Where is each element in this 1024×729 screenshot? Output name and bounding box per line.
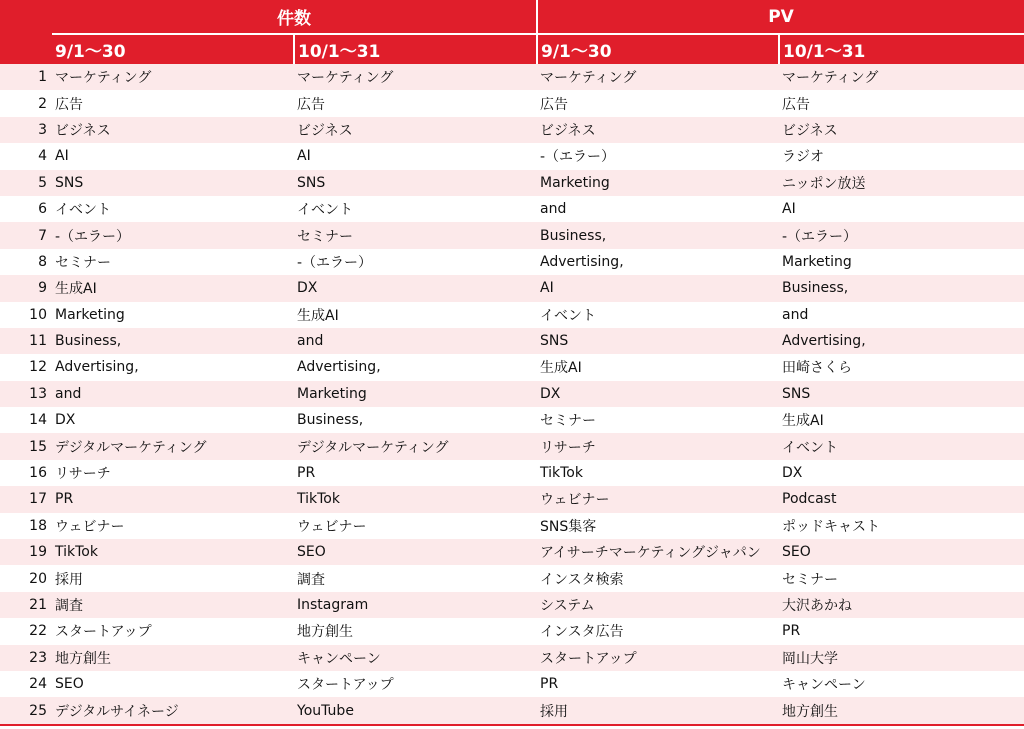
period-header-pv-oct: 10/1〜31 bbox=[779, 34, 1024, 64]
count-oct-cell: 生成AI bbox=[294, 302, 537, 328]
table-row bbox=[0, 222, 1024, 248]
count-sep-cell: セミナー bbox=[52, 249, 294, 275]
rank-cell: 12 bbox=[0, 354, 52, 380]
rank-cell: 19 bbox=[0, 539, 52, 565]
pv-sep-cell: Business, bbox=[537, 222, 779, 248]
count-sep-cell: 地方創生 bbox=[52, 645, 294, 671]
table-row bbox=[0, 433, 1024, 459]
table-row bbox=[0, 90, 1024, 116]
rank-cell: 3 bbox=[0, 117, 52, 143]
count-oct-cell: DX bbox=[294, 275, 537, 301]
table-row bbox=[0, 328, 1024, 354]
pv-sep-cell: -（エラー） bbox=[537, 143, 779, 169]
table-row bbox=[0, 64, 1024, 90]
pv-oct-cell: キャンペーン bbox=[779, 671, 1024, 697]
rank-cell: 2 bbox=[0, 90, 52, 116]
table-row bbox=[0, 302, 1024, 328]
rank-cell: 17 bbox=[0, 486, 52, 512]
pv-sep-cell: 採用 bbox=[537, 697, 779, 724]
count-oct-cell: and bbox=[294, 328, 537, 354]
count-oct-cell: Advertising, bbox=[294, 354, 537, 380]
pv-sep-cell: マーケティング bbox=[537, 64, 779, 90]
count-sep-cell: デジタルマーケティング bbox=[52, 433, 294, 459]
table-row bbox=[0, 486, 1024, 512]
count-oct-cell: AI bbox=[294, 143, 537, 169]
rank-cell: 1 bbox=[0, 64, 52, 90]
table-row bbox=[0, 697, 1024, 724]
rank-cell: 21 bbox=[0, 592, 52, 618]
count-oct-cell: キャンペーン bbox=[294, 645, 537, 671]
pv-sep-cell: アイサーチマーケティングジャパン bbox=[537, 539, 779, 565]
pv-sep-cell: リサーチ bbox=[537, 433, 779, 459]
count-oct-cell: 地方創生 bbox=[294, 618, 537, 644]
count-oct-cell: イベント bbox=[294, 196, 537, 222]
rank-cell: 7 bbox=[0, 222, 52, 248]
pv-oct-cell: セミナー bbox=[779, 565, 1024, 591]
pv-oct-cell: SEO bbox=[779, 539, 1024, 565]
pv-oct-cell: Marketing bbox=[779, 249, 1024, 275]
rank-cell: 11 bbox=[0, 328, 52, 354]
count-oct-cell: Business, bbox=[294, 407, 537, 433]
period-header-row bbox=[0, 34, 1024, 64]
period-header-pv-sep: 9/1〜30 bbox=[537, 34, 779, 64]
count-oct-cell: デジタルマーケティング bbox=[294, 433, 537, 459]
count-sep-cell: Advertising, bbox=[52, 354, 294, 380]
pv-sep-cell: セミナー bbox=[537, 407, 779, 433]
rank-cell: 14 bbox=[0, 407, 52, 433]
pv-sep-cell: インスタ検索 bbox=[537, 565, 779, 591]
pv-sep-cell: ウェビナー bbox=[537, 486, 779, 512]
table-row bbox=[0, 249, 1024, 275]
count-sep-cell: 生成AI bbox=[52, 275, 294, 301]
pv-oct-cell: イベント bbox=[779, 433, 1024, 459]
pv-oct-cell: 大沢あかね bbox=[779, 592, 1024, 618]
count-sep-cell: 広告 bbox=[52, 90, 294, 116]
pv-oct-cell: and bbox=[779, 302, 1024, 328]
table-row bbox=[0, 513, 1024, 539]
rank-cell: 23 bbox=[0, 645, 52, 671]
pv-sep-cell: スタートアップ bbox=[537, 645, 779, 671]
table-row bbox=[0, 618, 1024, 644]
rank-cell: 4 bbox=[0, 143, 52, 169]
pv-oct-cell: 田崎さくら bbox=[779, 354, 1024, 380]
count-oct-cell: スタートアップ bbox=[294, 671, 537, 697]
pv-oct-cell: 生成AI bbox=[779, 407, 1024, 433]
count-sep-cell: スタートアップ bbox=[52, 618, 294, 644]
rank-cell: 24 bbox=[0, 671, 52, 697]
count-sep-cell: TikTok bbox=[52, 539, 294, 565]
rank-cell: 5 bbox=[0, 170, 52, 196]
rank-header-cell bbox=[0, 0, 52, 64]
count-oct-cell: YouTube bbox=[294, 697, 537, 724]
table-row bbox=[0, 143, 1024, 169]
count-sep-cell: イベント bbox=[52, 196, 294, 222]
table-body bbox=[0, 64, 1024, 725]
count-sep-cell: -（エラー） bbox=[52, 222, 294, 248]
count-sep-cell: ビジネス bbox=[52, 117, 294, 143]
count-oct-cell: Instagram bbox=[294, 592, 537, 618]
period-header-count-oct: 10/1〜31 bbox=[294, 34, 537, 64]
table-row bbox=[0, 275, 1024, 301]
table-row bbox=[0, 592, 1024, 618]
pv-oct-cell: 広告 bbox=[779, 90, 1024, 116]
pv-oct-cell: SNS bbox=[779, 381, 1024, 407]
group-header-pv: PV bbox=[537, 0, 1024, 34]
rank-cell: 25 bbox=[0, 697, 52, 724]
count-oct-cell: TikTok bbox=[294, 486, 537, 512]
rank-cell: 6 bbox=[0, 196, 52, 222]
pv-sep-cell: イベント bbox=[537, 302, 779, 328]
count-sep-cell: Business, bbox=[52, 328, 294, 354]
pv-sep-cell: Marketing bbox=[537, 170, 779, 196]
pv-oct-cell: Business, bbox=[779, 275, 1024, 301]
group-header-row bbox=[0, 0, 1024, 34]
pv-sep-cell: SNS bbox=[537, 328, 779, 354]
table-row bbox=[0, 381, 1024, 407]
rank-cell: 16 bbox=[0, 460, 52, 486]
pv-oct-cell: -（エラー） bbox=[779, 222, 1024, 248]
pv-sep-cell: Advertising, bbox=[537, 249, 779, 275]
count-oct-cell: ウェビナー bbox=[294, 513, 537, 539]
pv-oct-cell: 地方創生 bbox=[779, 697, 1024, 724]
pv-oct-cell: ニッポン放送 bbox=[779, 170, 1024, 196]
count-sep-cell: SNS bbox=[52, 170, 294, 196]
pv-sep-cell: 生成AI bbox=[537, 354, 779, 380]
rank-cell: 8 bbox=[0, 249, 52, 275]
pv-oct-cell: ビジネス bbox=[779, 117, 1024, 143]
count-oct-cell: Marketing bbox=[294, 381, 537, 407]
rank-cell: 20 bbox=[0, 565, 52, 591]
pv-sep-cell: TikTok bbox=[537, 460, 779, 486]
pv-sep-cell: DX bbox=[537, 381, 779, 407]
pv-oct-cell: DX bbox=[779, 460, 1024, 486]
pv-sep-cell: and bbox=[537, 196, 779, 222]
count-sep-cell: マーケティング bbox=[52, 64, 294, 90]
table-row bbox=[0, 565, 1024, 591]
table-row bbox=[0, 170, 1024, 196]
table-row bbox=[0, 117, 1024, 143]
count-oct-cell: セミナー bbox=[294, 222, 537, 248]
count-sep-cell: 採用 bbox=[52, 565, 294, 591]
table-row bbox=[0, 196, 1024, 222]
pv-sep-cell: SNS集客 bbox=[537, 513, 779, 539]
pv-oct-cell: Advertising, bbox=[779, 328, 1024, 354]
group-header-count: 件数 bbox=[52, 0, 537, 34]
pv-sep-cell: 広告 bbox=[537, 90, 779, 116]
count-oct-cell: マーケティング bbox=[294, 64, 537, 90]
table-row bbox=[0, 354, 1024, 380]
rank-cell: 18 bbox=[0, 513, 52, 539]
count-sep-cell: Marketing bbox=[52, 302, 294, 328]
count-sep-cell: PR bbox=[52, 486, 294, 512]
count-sep-cell: リサーチ bbox=[52, 460, 294, 486]
period-header-count-sep: 9/1〜30 bbox=[52, 34, 294, 64]
rank-cell: 9 bbox=[0, 275, 52, 301]
table-row bbox=[0, 539, 1024, 565]
table-row bbox=[0, 645, 1024, 671]
count-oct-cell: -（エラー） bbox=[294, 249, 537, 275]
pv-sep-cell: PR bbox=[537, 671, 779, 697]
count-sep-cell: SEO bbox=[52, 671, 294, 697]
count-oct-cell: SEO bbox=[294, 539, 537, 565]
pv-sep-cell: インスタ広告 bbox=[537, 618, 779, 644]
count-oct-cell: SNS bbox=[294, 170, 537, 196]
pv-oct-cell: PR bbox=[779, 618, 1024, 644]
count-oct-cell: ビジネス bbox=[294, 117, 537, 143]
count-sep-cell: デジタルサイネージ bbox=[52, 697, 294, 724]
count-sep-cell: DX bbox=[52, 407, 294, 433]
count-sep-cell: AI bbox=[52, 143, 294, 169]
pv-oct-cell: 岡山大学 bbox=[779, 645, 1024, 671]
pv-oct-cell: AI bbox=[779, 196, 1024, 222]
pv-sep-cell: AI bbox=[537, 275, 779, 301]
table-row bbox=[0, 460, 1024, 486]
table-row bbox=[0, 407, 1024, 433]
count-sep-cell: ウェビナー bbox=[52, 513, 294, 539]
table-row bbox=[0, 671, 1024, 697]
count-oct-cell: 調査 bbox=[294, 565, 537, 591]
count-sep-cell: and bbox=[52, 381, 294, 407]
pv-oct-cell: ラジオ bbox=[779, 143, 1024, 169]
pv-sep-cell: システム bbox=[537, 592, 779, 618]
count-sep-cell: 調査 bbox=[52, 592, 294, 618]
rank-cell: 13 bbox=[0, 381, 52, 407]
count-oct-cell: PR bbox=[294, 460, 537, 486]
rank-cell: 15 bbox=[0, 433, 52, 459]
pv-oct-cell: マーケティング bbox=[779, 64, 1024, 90]
pv-oct-cell: Podcast bbox=[779, 486, 1024, 512]
pv-sep-cell: ビジネス bbox=[537, 117, 779, 143]
pv-oct-cell: ポッドキャスト bbox=[779, 513, 1024, 539]
rank-cell: 10 bbox=[0, 302, 52, 328]
count-oct-cell: 広告 bbox=[294, 90, 537, 116]
rank-cell: 22 bbox=[0, 618, 52, 644]
